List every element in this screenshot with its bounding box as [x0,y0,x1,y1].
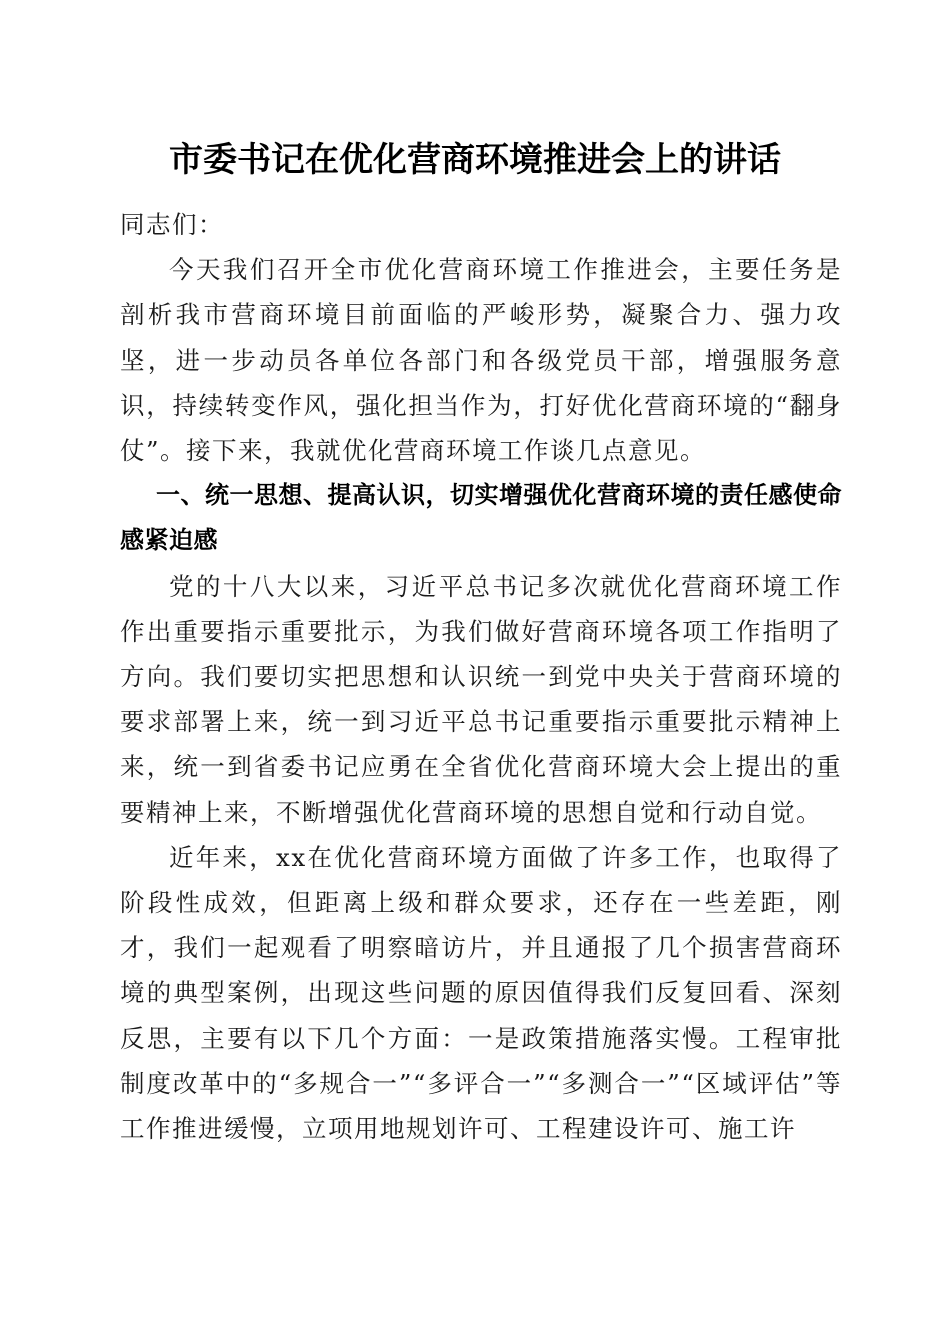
document-body [120,202,842,1151]
salutation: 同志们： [120,210,224,239]
paragraph-intro: 今天我们召开全市优化营商环境工作推进会，主要任务是剖析我市营商环境目前面临的严峻形势，凝聚合力、强力攻坚，进一步动员各单位各部门和各级党员干部，增强服务意识，持续转变作风，强化担当作为，打好优化营商环境的“翻身仗”。接下来，我就优化营商环境工作谈几点意见。 [120,255,842,466]
paragraph-problems: 近年来，xx在优化营商环境方面做了许多工作，也取得了阶段性成效，但距离上级和群众要求，还存在一些差距，刚才，我们一起观看了明察暗访片，并且通报了几个损害营商环境的典型案例，出现这些问题的原因值得我们反复回看、深刻反思，主要有以下几个方面：一是政策措施落实慢。工程审批制度改革中的“多规合一”“多评合一”“多测合一”“区域评估”等工作推进缓慢，立项用地规划许可、工程建设许可、施工许 [120,842,842,1144]
paragraph-guidance: 党的十八大以来，习近平总书记多次就优化营商环境工作作出重要指示重要批示，为我们做好营商环境各项工作指明了方向。我们要切实把思想和认识统一到党中央关于营商环境的要求部署上来，统一到习近平总书记重要指示重要批示精神上来，统一到省委书记应勇在全省优化营商环境大会上提出的重要精神上来，不断增强优化营商环境的思想自觉和行动自觉。 [120,571,842,827]
section-heading-1: 一、统一思想、提高认识，切实增强优化营商环境的责任感使命感紧迫感 [120,481,842,555]
document-title: 市委书记在优化营商环境推进会上的讲话 [169,140,781,180]
